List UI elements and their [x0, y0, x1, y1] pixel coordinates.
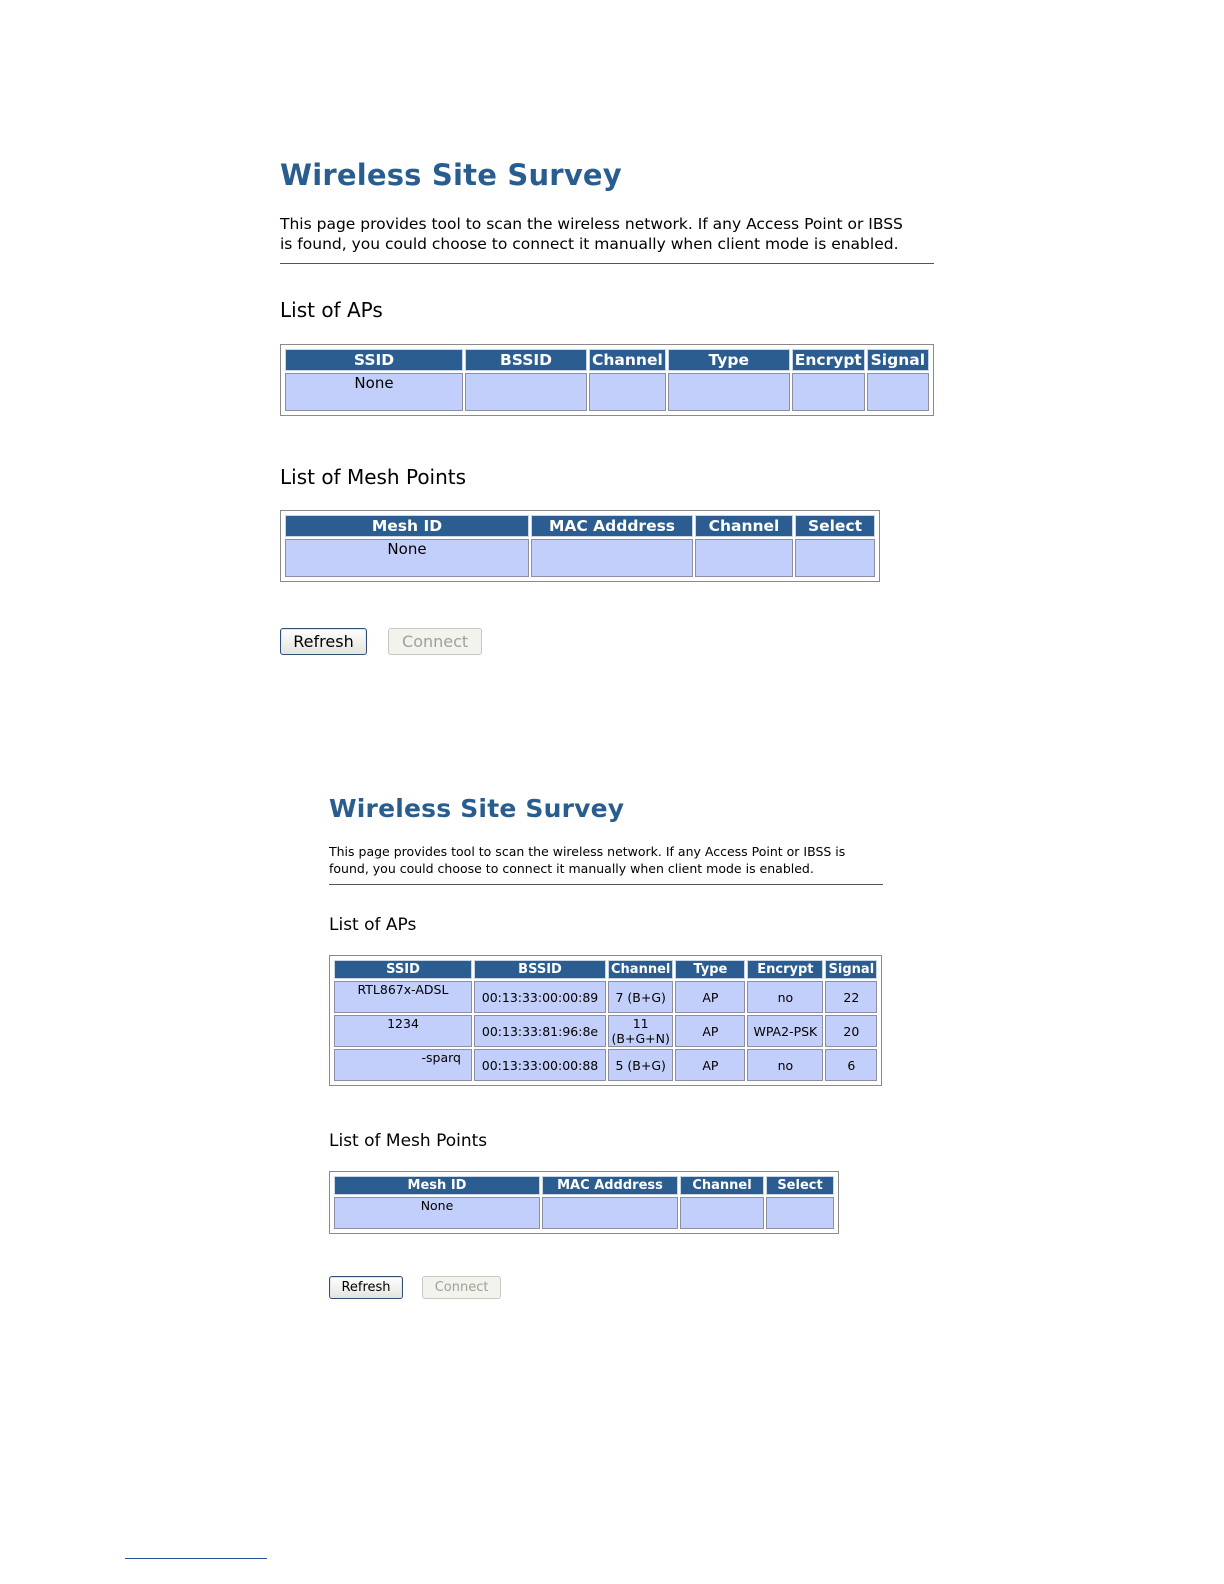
cell-select	[795, 539, 875, 577]
cell-encrypt: WPA2-PSK	[747, 1015, 823, 1047]
cell-channel: 11 (B+G+N)	[608, 1015, 673, 1047]
cell-type	[668, 373, 790, 411]
aps-table	[280, 344, 934, 416]
refresh-button[interactable]: Refresh	[280, 628, 367, 655]
cell-signal: 20	[825, 1015, 877, 1047]
cell-mesh-id: None	[285, 539, 529, 577]
col-signal: Signal	[867, 349, 929, 371]
table-row	[285, 373, 929, 411]
divider	[329, 884, 883, 885]
col-signal: Signal	[825, 960, 877, 979]
aps-section-title: List of APs	[329, 915, 417, 935]
cell-select	[766, 1197, 834, 1229]
site-survey-panel-results	[329, 792, 883, 1299]
cell-ssid: -sparq	[334, 1049, 472, 1081]
cell-bssid: 00:13:33:81:96:8e	[474, 1015, 606, 1047]
cell-channel	[589, 373, 666, 411]
col-channel: Channel	[589, 349, 666, 371]
col-select: Select	[795, 515, 875, 537]
col-encrypt: Encrypt	[747, 960, 823, 979]
col-bssid: BSSID	[465, 349, 587, 371]
cell-ssid: RTL867x-ADSL	[334, 981, 472, 1013]
cell-mesh-id: None	[334, 1197, 540, 1229]
cell-signal: 22	[825, 981, 877, 1013]
connect-button[interactable]: Connect	[388, 628, 482, 655]
cell-encrypt	[792, 373, 865, 411]
mesh-section-title: List of Mesh Points	[329, 1131, 488, 1151]
page-title: Wireless Site Survey	[329, 794, 625, 823]
col-channel: Channel	[680, 1176, 764, 1195]
col-channel: Channel	[695, 515, 793, 537]
col-encrypt: Encrypt	[792, 349, 865, 371]
table-row	[334, 1197, 834, 1229]
col-type: Type	[675, 960, 745, 979]
col-bssid: BSSID	[474, 960, 606, 979]
col-type: Type	[668, 349, 790, 371]
cell-channel	[680, 1197, 764, 1229]
col-mesh-id: Mesh ID	[334, 1176, 540, 1195]
aps-section-title: List of APs	[280, 298, 383, 322]
cell-type: AP	[675, 981, 745, 1013]
table-row	[334, 1015, 877, 1047]
cell-channel: 7 (B+G)	[608, 981, 673, 1013]
divider	[280, 263, 934, 264]
mesh-header-row	[334, 1176, 834, 1195]
table-row	[285, 539, 875, 577]
col-mesh-id: Mesh ID	[285, 515, 529, 537]
col-mac-address: MAC Adddress	[542, 1176, 678, 1195]
col-mac-address: MAC Adddress	[531, 515, 693, 537]
connect-button[interactable]: Connect	[422, 1276, 501, 1299]
cell-type: AP	[675, 1015, 745, 1047]
table-row	[334, 1049, 877, 1081]
table-row	[334, 981, 877, 1013]
cell-channel: 5 (B+G)	[608, 1049, 673, 1081]
col-channel: Channel	[608, 960, 673, 979]
cell-type: AP	[675, 1049, 745, 1081]
cell-signal	[867, 373, 929, 411]
button-row	[329, 1276, 883, 1299]
cell-bssid: 00:13:33:00:00:89	[474, 981, 606, 1013]
aps-table	[329, 955, 882, 1086]
page-description: This page provides tool to scan the wireless network. If any Access Point or IBSS is found, you could choose to connect it manually when client mode is enabled.	[280, 215, 903, 253]
aps-header-row	[334, 960, 877, 979]
cell-mac-address	[542, 1197, 678, 1229]
mesh-table	[280, 510, 880, 582]
cell-bssid	[465, 373, 587, 411]
aps-header-row	[285, 349, 929, 371]
col-ssid: SSID	[334, 960, 472, 979]
col-select: Select	[766, 1176, 834, 1195]
button-row	[280, 628, 934, 655]
cell-mac-address	[531, 539, 693, 577]
cell-channel	[695, 539, 793, 577]
page-description: This page provides tool to scan the wireless network. If any Access Point or IBSS is found, you could choose to connect it manually when client mode is enabled.	[329, 844, 846, 876]
mesh-section-title: List of Mesh Points	[280, 465, 467, 489]
refresh-button[interactable]: Refresh	[329, 1276, 403, 1299]
mesh-header-row	[285, 515, 875, 537]
site-survey-panel-empty	[280, 155, 934, 655]
cell-encrypt: no	[747, 981, 823, 1013]
cell-encrypt: no	[747, 1049, 823, 1081]
mesh-table	[329, 1171, 839, 1234]
col-ssid: SSID	[285, 349, 463, 371]
page-title: Wireless Site Survey	[280, 158, 622, 192]
cell-ssid: 1234	[334, 1015, 472, 1047]
cell-ssid: None	[285, 373, 463, 411]
cell-signal: 6	[825, 1049, 877, 1081]
cell-bssid: 00:13:33:00:00:88	[474, 1049, 606, 1081]
footnote-separator	[125, 1558, 267, 1559]
